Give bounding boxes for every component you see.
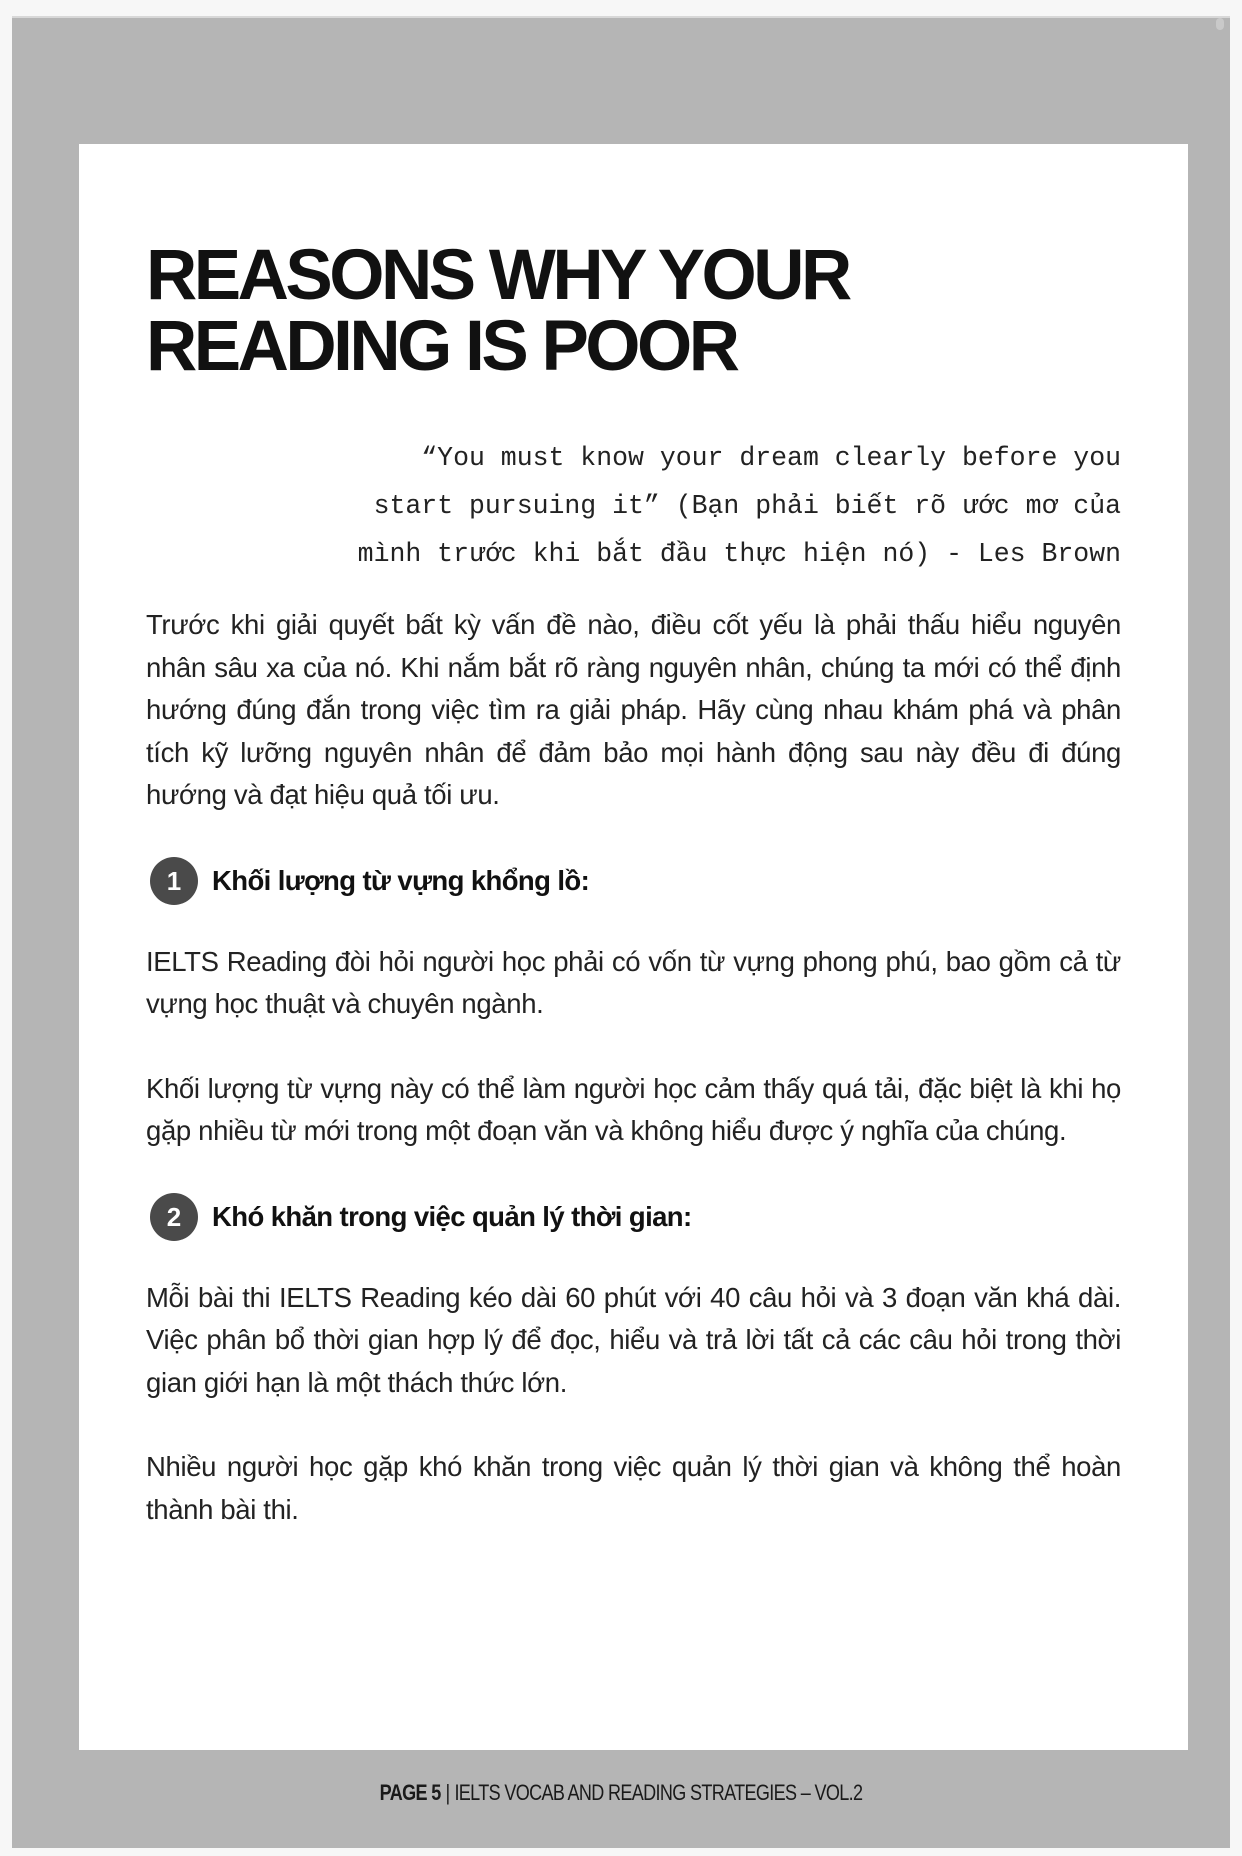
page-sheet (79, 144, 1188, 1750)
section-2-paragraph-2: Nhiều người học gặp khó khăn trong việc quản lý thời gian và không thể hoàn thành bài thi. (146, 1451, 1121, 1525)
page-number: PAGE 5 (379, 1780, 441, 1805)
section-title: Khối lượng từ vựng khổng lồ: (212, 864, 590, 896)
quote-line-3: mình trước khi bắt đầu thực hiện nó) - Les Brown (357, 539, 1121, 569)
section-heading-2 (146, 1193, 1121, 1241)
title-line-2: READING IS POOR (146, 307, 737, 386)
page-title (146, 236, 1121, 386)
section-heading-1 (146, 857, 1121, 905)
book-title: IELTS VOCAB AND READING STRATEGIES – VOL.2 (454, 1780, 863, 1805)
section-1-paragraph-1: IELTS Reading đòi hỏi người học phải có vốn từ vựng phong phú, bao gồm cả từ vựng học thuật và chuyên ngành. (146, 945, 1121, 1019)
section-2-paragraph-1: Mỗi bài thi IELTS Reading kéo dài 60 phút với 40 câu hỏi và 3 đoạn văn khá dài. Việc phân bổ thời gian hợp lý để đọc, hiểu và trả lời tất cả các câu hỏi trong thời gian giới hạn là một thách thức lớn. (146, 1281, 1121, 1398)
quote-line-2: start pursuing it” (Bạn phải biết rõ ước mơ của (373, 491, 1121, 521)
page-footer (122, 1780, 1121, 1806)
intro-paragraph: Trước khi giải quyết bất kỳ vấn đề nào, điều cốt yếu là phải thấu hiểu nguyên nhân sâu xa của nó. Khi nắm bắt rõ ràng nguyên nhân, chúng ta mới có thể định hướng đúng đắn trong việc tìm ra giải pháp. Hãy cùng nhau khám phá và phân tích kỹ lưỡng nguyên nhân để đảm bảo mọi hành động sau này đều đi đúng hướng và đạt hiệu quả tối ưu. (146, 609, 1121, 810)
page-content (146, 236, 1121, 1531)
number-badge-icon: 2 (150, 1193, 198, 1241)
epigraph-quote (346, 434, 1121, 578)
title-line-1: REASONS WHY YOUR (146, 236, 849, 315)
page-frame (12, 16, 1230, 1848)
footer-separator: | (445, 1780, 450, 1805)
number-badge-icon: 1 (150, 857, 198, 905)
section-title: Khó khăn trong việc quản lý thời gian: (212, 1200, 692, 1232)
scrollbar-thumb[interactable] (1216, 18, 1224, 30)
quote-line-1: “You must know your dream clearly before you (421, 443, 1121, 473)
section-1-paragraph-2: Khối lượng từ vựng này có thể làm người học cảm thấy quá tải, đặc biệt là khi họ gặp nhiều từ mới trong một đoạn văn và không hiểu được ý nghĩa của chúng. (146, 1072, 1121, 1146)
